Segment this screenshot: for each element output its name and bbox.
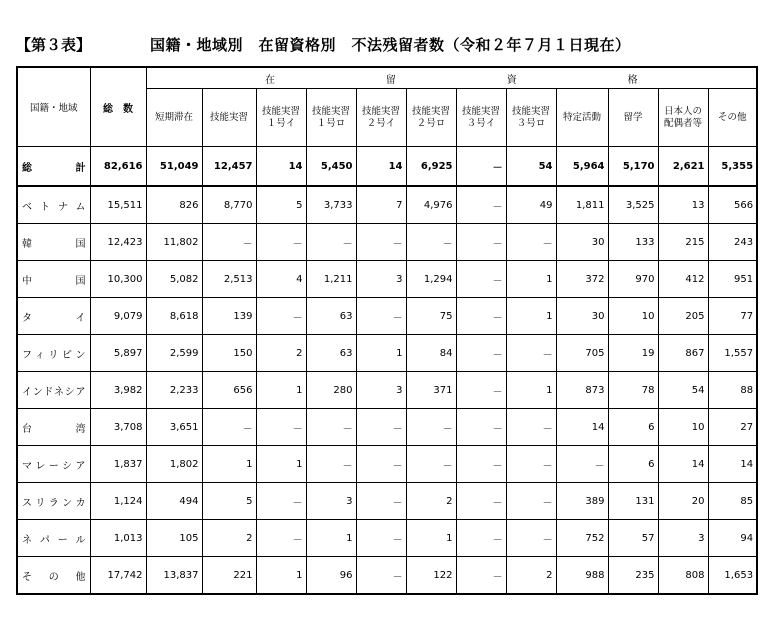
cell-total: 12,423 xyxy=(90,224,146,261)
page-title: 国籍・地域別 在留資格別 不法残留者数（令和２年７月１日現在） xyxy=(150,36,631,54)
cell-value: 1 xyxy=(306,520,356,557)
cell-value: － xyxy=(456,147,506,187)
cell-value: 412 xyxy=(658,261,708,298)
table-row xyxy=(17,186,757,224)
cell-value: 494 xyxy=(146,483,202,520)
cell-value: 8,770 xyxy=(202,186,256,224)
row-label: 韓国 xyxy=(17,224,90,261)
row-label: フィリピン xyxy=(17,335,90,372)
header-status-column: 技能実習 xyxy=(202,89,256,147)
row-label: 中国 xyxy=(17,261,90,298)
cell-value: 94 xyxy=(708,520,757,557)
cell-value: 84 xyxy=(406,335,456,372)
cell-value: 1,802 xyxy=(146,446,202,483)
row-label: マレーシア xyxy=(17,446,90,483)
cell-total: 1,013 xyxy=(90,520,146,557)
cell-value: 14 xyxy=(256,147,306,187)
table-row xyxy=(17,224,757,261)
status-header-char: 資 xyxy=(506,74,517,86)
cell-value: － xyxy=(356,446,406,483)
cell-value: 131 xyxy=(608,483,658,520)
cell-value: － xyxy=(356,557,406,595)
cell-value: 2,599 xyxy=(146,335,202,372)
cell-value: 133 xyxy=(608,224,658,261)
cell-value: 1,294 xyxy=(406,261,456,298)
cell-value: 2 xyxy=(256,335,306,372)
cell-value: 5,355 xyxy=(708,147,757,187)
cell-value: 988 xyxy=(556,557,608,595)
cell-value: 49 xyxy=(506,186,556,224)
table-number-tag: 【第３表】 xyxy=(16,36,92,54)
header-country: 国籍・地域 xyxy=(17,67,90,147)
cell-value: 54 xyxy=(506,147,556,187)
cell-value: － xyxy=(356,520,406,557)
header-status-column: その他 xyxy=(708,89,757,147)
cell-value: 5,170 xyxy=(608,147,658,187)
cell-total: 1,124 xyxy=(90,483,146,520)
cell-value: 75 xyxy=(406,298,456,335)
cell-value: 3 xyxy=(306,483,356,520)
header-status-column: 技能実習 ３号イ xyxy=(456,89,506,147)
cell-value: 54 xyxy=(658,372,708,409)
cell-value: 77 xyxy=(708,298,757,335)
cell-total: 1,837 xyxy=(90,446,146,483)
cell-value: 1 xyxy=(356,335,406,372)
table-row xyxy=(17,372,757,409)
cell-value: 7 xyxy=(356,186,406,224)
cell-value: 243 xyxy=(708,224,757,261)
cell-value: － xyxy=(506,520,556,557)
cell-value: 63 xyxy=(306,298,356,335)
cell-value: － xyxy=(406,224,456,261)
cell-value: 122 xyxy=(406,557,456,595)
cell-value: 63 xyxy=(306,335,356,372)
cell-value: 372 xyxy=(556,261,608,298)
cell-value: 1 xyxy=(202,446,256,483)
cell-value: 389 xyxy=(556,483,608,520)
total-row xyxy=(17,147,757,187)
cell-value: － xyxy=(356,409,406,446)
cell-value: － xyxy=(506,409,556,446)
cell-value: － xyxy=(306,446,356,483)
header-residence-status xyxy=(146,67,757,89)
cell-value: 14 xyxy=(556,409,608,446)
cell-value: 139 xyxy=(202,298,256,335)
cell-value: 2,233 xyxy=(146,372,202,409)
cell-total: 5,897 xyxy=(90,335,146,372)
cell-total: 82,616 xyxy=(90,147,146,187)
cell-value: 13 xyxy=(658,186,708,224)
cell-value: 10 xyxy=(608,298,658,335)
cell-value: 873 xyxy=(556,372,608,409)
cell-value: － xyxy=(256,298,306,335)
cell-value: 1 xyxy=(506,261,556,298)
header-total: 総 数 xyxy=(90,67,146,147)
cell-value: － xyxy=(456,372,506,409)
cell-value: 4 xyxy=(256,261,306,298)
cell-value: 27 xyxy=(708,409,757,446)
header-status-column: 技能実習 ２号イ xyxy=(356,89,406,147)
header-status-column: 技能実習 １号イ xyxy=(256,89,306,147)
table-row xyxy=(17,298,757,335)
cell-value: － xyxy=(456,520,506,557)
row-label: 台湾 xyxy=(17,409,90,446)
cell-value: 752 xyxy=(556,520,608,557)
cell-value: － xyxy=(506,335,556,372)
cell-value: 6,925 xyxy=(406,147,456,187)
cell-value: 970 xyxy=(608,261,658,298)
cell-total: 10,300 xyxy=(90,261,146,298)
cell-value: 235 xyxy=(608,557,658,595)
cell-value: 14 xyxy=(658,446,708,483)
cell-value: 78 xyxy=(608,372,658,409)
cell-value: － xyxy=(456,335,506,372)
cell-value: 30 xyxy=(556,298,608,335)
cell-value: － xyxy=(306,224,356,261)
row-label: 総 計 xyxy=(17,147,90,187)
row-label: ベトナム xyxy=(17,186,90,224)
cell-value: 3 xyxy=(356,372,406,409)
cell-value: － xyxy=(256,409,306,446)
cell-value: 656 xyxy=(202,372,256,409)
cell-value: － xyxy=(506,446,556,483)
cell-value: － xyxy=(456,483,506,520)
cell-value: － xyxy=(202,224,256,261)
header-status-column: 技能実習 ３号ロ xyxy=(506,89,556,147)
cell-value: － xyxy=(202,409,256,446)
cell-value: 30 xyxy=(556,224,608,261)
cell-value: 6 xyxy=(608,446,658,483)
cell-value: 2 xyxy=(202,520,256,557)
cell-value: 96 xyxy=(306,557,356,595)
cell-value: 88 xyxy=(708,372,757,409)
cell-value: 12,457 xyxy=(202,147,256,187)
cell-value: 2,621 xyxy=(658,147,708,187)
cell-value: 3 xyxy=(658,520,708,557)
cell-value: 2 xyxy=(506,557,556,595)
cell-value: 371 xyxy=(406,372,456,409)
header-status-column: 技能実習 ２号ロ xyxy=(406,89,456,147)
table-row xyxy=(17,261,757,298)
cell-value: － xyxy=(306,409,356,446)
cell-value: 19 xyxy=(608,335,658,372)
cell-value: 57 xyxy=(608,520,658,557)
cell-value: 2 xyxy=(406,483,456,520)
cell-value: 10 xyxy=(658,409,708,446)
cell-value: 1 xyxy=(256,446,306,483)
cell-value: 867 xyxy=(658,335,708,372)
cell-total: 17,742 xyxy=(90,557,146,595)
cell-value: － xyxy=(456,186,506,224)
cell-value: 205 xyxy=(658,298,708,335)
cell-value: － xyxy=(506,224,556,261)
cell-value: 808 xyxy=(658,557,708,595)
cell-value: 1 xyxy=(256,372,306,409)
cell-value: － xyxy=(456,298,506,335)
cell-value: 215 xyxy=(658,224,708,261)
row-label: タイ xyxy=(17,298,90,335)
cell-value: － xyxy=(256,520,306,557)
illegal-overstay-table xyxy=(16,66,758,595)
header-status-column: 留学 xyxy=(608,89,658,147)
cell-value: － xyxy=(456,224,506,261)
cell-value: 5 xyxy=(256,186,306,224)
cell-value: － xyxy=(456,261,506,298)
status-header-char: 格 xyxy=(627,74,638,86)
cell-value: 85 xyxy=(708,483,757,520)
cell-value: 5,450 xyxy=(306,147,356,187)
header-status-column: 日本人の 配偶者等 xyxy=(658,89,708,147)
cell-value: 3,733 xyxy=(306,186,356,224)
cell-value: 51,049 xyxy=(146,147,202,187)
cell-value: 2,513 xyxy=(202,261,256,298)
cell-value: 280 xyxy=(306,372,356,409)
cell-total: 15,511 xyxy=(90,186,146,224)
cell-value: 1 xyxy=(406,520,456,557)
cell-value: 3,651 xyxy=(146,409,202,446)
cell-value: － xyxy=(506,483,556,520)
cell-value: 1,653 xyxy=(708,557,757,595)
cell-value: － xyxy=(356,298,406,335)
header-status-column: 特定活動 xyxy=(556,89,608,147)
cell-value: 14 xyxy=(708,446,757,483)
cell-value: － xyxy=(256,483,306,520)
row-label: インドネシア xyxy=(17,372,90,409)
cell-value: 5,082 xyxy=(146,261,202,298)
cell-value: 14 xyxy=(356,147,406,187)
table-row xyxy=(17,409,757,446)
cell-value: 1 xyxy=(506,298,556,335)
cell-value: 5,964 xyxy=(556,147,608,187)
cell-value: － xyxy=(456,557,506,595)
cell-total: 3,982 xyxy=(90,372,146,409)
table-row xyxy=(17,557,757,595)
cell-value: － xyxy=(356,483,406,520)
cell-value: 1,211 xyxy=(306,261,356,298)
cell-value: 3 xyxy=(356,261,406,298)
cell-value: － xyxy=(406,446,456,483)
cell-value: 221 xyxy=(202,557,256,595)
cell-total: 9,079 xyxy=(90,298,146,335)
cell-value: 1,557 xyxy=(708,335,757,372)
cell-value: 826 xyxy=(146,186,202,224)
cell-value: 150 xyxy=(202,335,256,372)
cell-total: 3,708 xyxy=(90,409,146,446)
cell-value: 1,811 xyxy=(556,186,608,224)
cell-value: 1 xyxy=(256,557,306,595)
status-header-char: 留 xyxy=(385,74,396,86)
cell-value: 566 xyxy=(708,186,757,224)
cell-value: 11,802 xyxy=(146,224,202,261)
table-row xyxy=(17,446,757,483)
cell-value: 5 xyxy=(202,483,256,520)
cell-value: － xyxy=(406,409,456,446)
row-label: スリランカ xyxy=(17,483,90,520)
cell-value: 3,525 xyxy=(608,186,658,224)
cell-value: 951 xyxy=(708,261,757,298)
table-row xyxy=(17,520,757,557)
cell-value: － xyxy=(456,446,506,483)
cell-value: 8,618 xyxy=(146,298,202,335)
cell-value: 105 xyxy=(146,520,202,557)
cell-value: 13,837 xyxy=(146,557,202,595)
cell-value: 20 xyxy=(658,483,708,520)
row-label: ネパール xyxy=(17,520,90,557)
cell-value: － xyxy=(356,224,406,261)
header-status-column: 短期滞在 xyxy=(146,89,202,147)
cell-value: 4,976 xyxy=(406,186,456,224)
table-row xyxy=(17,483,757,520)
table-row xyxy=(17,335,757,372)
cell-value: 6 xyxy=(608,409,658,446)
cell-value: － xyxy=(556,446,608,483)
row-label: その他 xyxy=(17,557,90,595)
cell-value: 705 xyxy=(556,335,608,372)
cell-value: － xyxy=(456,409,506,446)
header-status-column: 技能実習 １号ロ xyxy=(306,89,356,147)
cell-value: 1 xyxy=(506,372,556,409)
cell-value: － xyxy=(256,224,306,261)
status-header-char: 在 xyxy=(264,74,275,86)
